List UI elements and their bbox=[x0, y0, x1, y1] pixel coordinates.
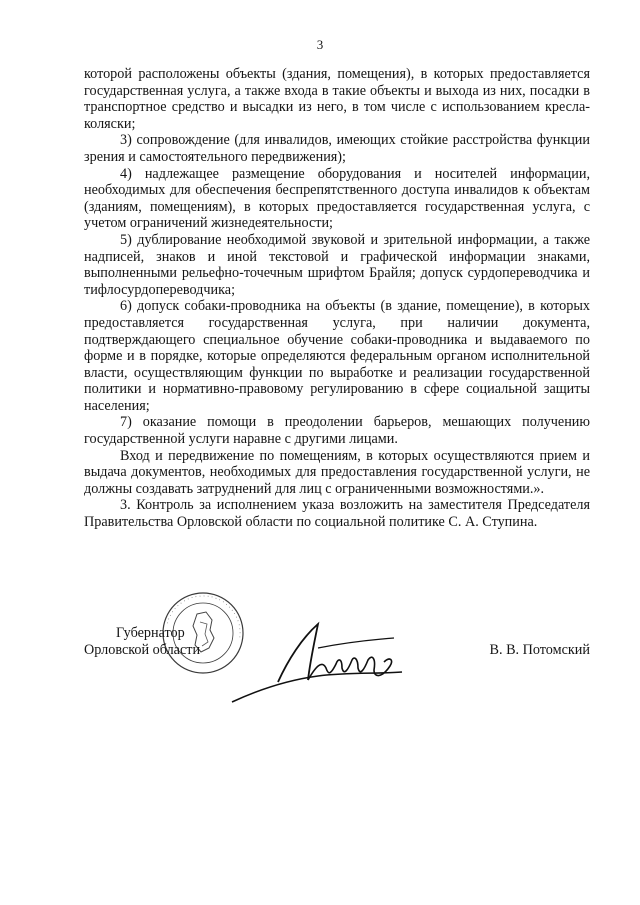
paragraph: Вход и передвижение по помещениям, в которых осуществляются прием и выдача документов, необходимых для предоставления государственной услуги, не должны создавать затруднений для лиц с ограниченными возможностями.». bbox=[84, 447, 590, 497]
governor-title-line2: Орловской области bbox=[84, 642, 201, 658]
svg-text:· · · · · · · · · · · · · · ·: · · · · · · · · · · · · · · · · · · · · · · · · · · · · bbox=[164, 592, 244, 639]
paragraph: 5) дублирование необходимой звуковой и зрительной информации, а также надписей, знаков и иной текстовой и графической информации знаками, выполненными рельефно-точечным шрифтом Брайля; допуск сурдопереводчика и тифлосурдопереводчика; bbox=[84, 231, 590, 298]
governor-name: В. В. Потомский bbox=[489, 642, 590, 658]
paragraph: 3. Контроль за исполнением указа возложить на заместителя Председателя Правительства Орловской области по социальной политике С. А. Ступина. bbox=[84, 497, 590, 531]
paragraph: 6) допуск собаки-проводника на объекты (в здание, помещение), в которых предоставляется государственная услуга, при наличии документа, подтверждающего специальное обучение собаки-проводника и выдаваемого по форме и в порядке, которые определяются федеральным органом исполнительной власти, осуществляющим функции по выработке и реализации государственной политики и нормативно-правовому регулированию в сфере социальной защиты населения; bbox=[84, 298, 590, 414]
page-number: 3 bbox=[316, 37, 324, 52]
paragraph: 3) сопровождение (для инвалидов, имеющих стойкие расстройства функции зрения и самостоятельного передвижения); bbox=[84, 132, 590, 165]
governor-title bbox=[84, 625, 200, 659]
governor-title-line1: Губернатор bbox=[116, 625, 185, 641]
paragraph: 7) оказание помощи в преодолении барьеров, мешающих получению государственной услуги наравне с другими лицами. bbox=[84, 414, 590, 448]
signature-block bbox=[0, 590, 640, 720]
paragraph: которой расположены объекты (здания, помещения), в которых предоставляется государственная услуга, а также входа в такие объекты и выхода из них, посадки в транспортное средство и высадки из него, в том числе с использованием кресла-коляски; bbox=[84, 66, 590, 132]
document-body bbox=[84, 66, 590, 531]
handwritten-signature bbox=[218, 610, 408, 710]
paragraph: 4) надлежащее размещение оборудования и носителей информации, необходимых для обеспечения беспрепятственного доступа инвалидов к объектам (зданиям, помещениям), в которых предоставляется государственная услуга, с учетом ограничений жизнедеятельности; bbox=[84, 165, 590, 232]
